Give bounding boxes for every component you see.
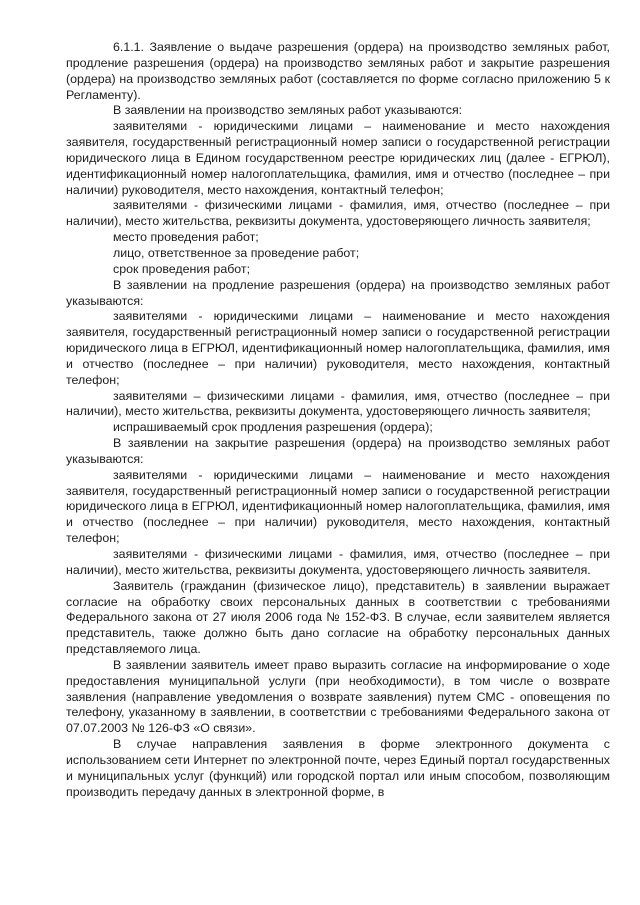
paragraph-production-legal-entities: заявителями - юридическими лицами – наименование и место нахождения заявителя, государственный регистрационный номер записи о государственной регистрации юридического лица в Едином государственном реестре юридических лиц (далее - ЕГРЮЛ), идентификационный номер налогоплательщика, фамилия, имя и отчество (последнее – при наличии) руководителя, место нахождения, контактный телефон;	[66, 119, 610, 197]
paragraph-extension-individuals: заявителями – физическими лицами - фамилия, имя, отчество (последнее – при наличии), место жительства, реквизиты документа, удостоверяющего личность заявителя;	[66, 388, 610, 419]
paragraph-closure-heading: В заявлении на закрытие разрешения (ордера) на производство земляных работ указываются:	[66, 436, 610, 466]
document-page	[66, 40, 610, 801]
paragraph-work-location: место проведения работ;	[113, 230, 259, 245]
paragraph-extension-heading: В заявлении на продление разрешения (ордера) на производство земляных работ указываются:	[66, 277, 610, 308]
paragraph-sms-notification: В заявлении заявитель имеет право выразить согласие на информирование о ходе предоставления муниципальной услуги (при необходимости), в том числе о возврате заявления (направление уведомления о возврате заявления) путем СМС - оповещения по телефону, указанному в заявлении, в соответствии с требованиями Федерального закона от 07.07.2003 № 126-ФЗ «О связи».	[66, 657, 610, 736]
paragraph-personal-data-consent: Заявитель (гражданин (физическое лицо), представитель) в заявлении выражает согласие на обработку своих персональных данных в соответствии с требованиями Федерального закона от 27 июля 2006 года № 152-ФЗ. В случае, если заявителем является представитель, также должно быть дано согласие на обработку персональных данных представляемого лица.	[66, 578, 610, 657]
paragraph-responsible-person: лицо, ответственное за проведение работ;	[113, 245, 360, 260]
paragraph-production-individuals: заявителями - физическими лицами - фамилия, имя, отчество (последнее – при наличии), место жительства, реквизиты документа, удостоверяющего личность заявителя;	[66, 198, 610, 229]
paragraph-6-1-1: 6.1.1. Заявление о выдаче разрешения (ордера) на производство земляных работ, продление разрешения (ордера) на производство земляных работ и закрытие разрешения (ордера) на производство земляных работ (составляется по форме согласно приложению 5 к Регламенту).	[66, 40, 610, 102]
paragraph-work-period: срок проведения работ;	[113, 261, 251, 276]
paragraph-production-heading: В заявлении на производство земляных работ указываются:	[113, 103, 463, 118]
paragraph-closure-legal-entities: заявителями - юридическими лицами – наименование и место нахождения заявителя, государственный регистрационный номер записи о государственной регистрации юридического лица в ЕГРЮЛ, идентификационный номер налогоплательщика, фамилия, имя и отчество (последнее – при наличии) руководителя, место нахождения, контактный телефон;	[66, 467, 610, 546]
paragraph-closure-individuals: заявителями - физическими лицами - фамилия, имя, отчество (последнее – при наличии), место жительства, реквизиты документа, удостоверяющего личность заявителя.	[66, 547, 610, 577]
paragraph-extension-legal-entities: заявителями - юридическими лицами – наименование и место нахождения заявителя, государственный регистрационный номер записи о государственной регистрации юридического лица в ЕГРЮЛ, идентификационный номер налогоплательщика, фамилия, имя и отчество (последнее – при наличии) руководителя, место нахождения, контактный телефон;	[66, 309, 610, 387]
paragraph-extension-period: испрашиваемый срок продления разрешения (ордера);	[113, 420, 433, 435]
paragraph-electronic-submission: В случае направления заявления в форме электронного документа с использованием сети Интернет по электронной почте, через Единый портал государственных и муниципальных услуг (функций) или городской портал или иным способом, позволяющим производить передачу данных в электронной форме, в	[66, 737, 610, 799]
